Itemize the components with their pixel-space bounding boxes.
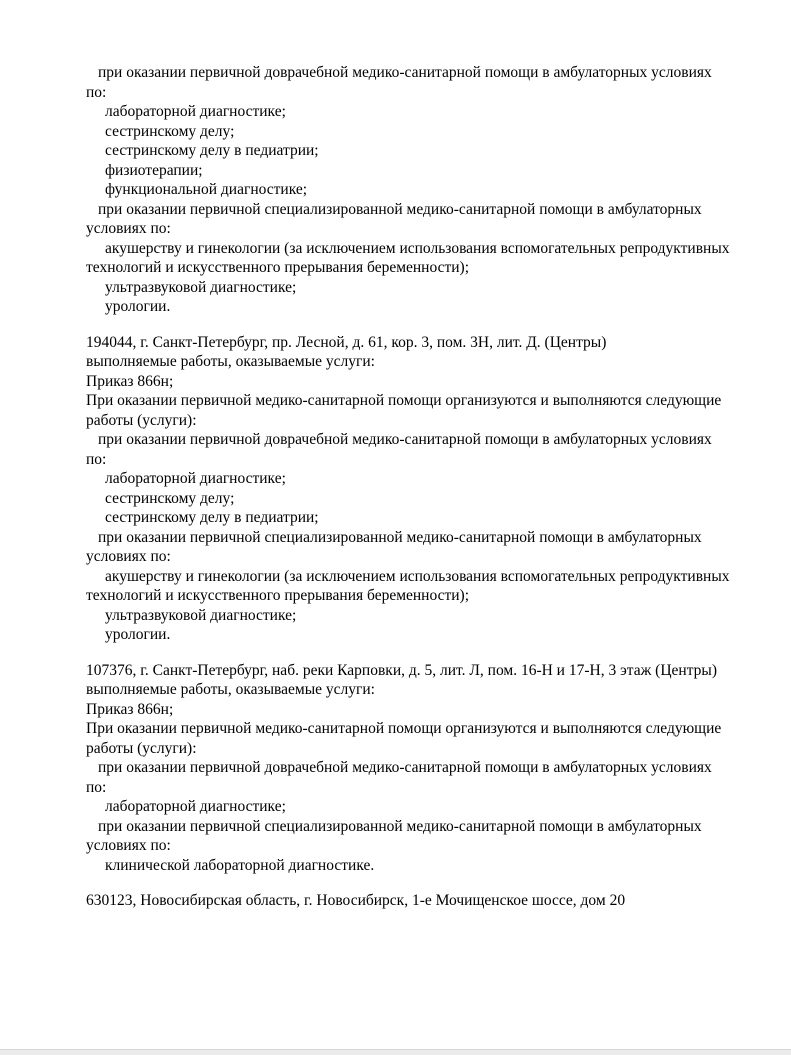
text-line: технологий и искусственного прерывания беременности); [86, 259, 470, 276]
text-line: акушерству и гинекологии (за исключением использования вспомогательных репродуктивных [105, 567, 730, 585]
text-line: урологии. [105, 298, 171, 315]
text-line: 194044, г. Санкт-Петербург, пр. Лесной, д. 61, кор. 3, пом. 3Н, лит. Д. (Центры) [86, 333, 607, 351]
text-line: сестринскому делу; [105, 122, 235, 140]
text-line: при оказании первичной доврачебной медико-санитарной помощи в амбулаторных условиях [98, 431, 712, 448]
text-line: 107376, г. Санкт-Петербург, наб. реки Карповки, д. 5, лит. Л, пом. 16-Н и 17-Н, 3 этаж (Центры) [86, 661, 717, 679]
text-line: клинической лабораторной диагностике. [105, 856, 375, 874]
text-line: лабораторной диагностике; [105, 798, 286, 815]
text-line: работы (услуги): [86, 739, 197, 757]
text-line: сестринскому делу в педиатрии; [105, 509, 319, 526]
text-line: физиотерапии; [105, 161, 203, 179]
text-line: условиях по: [86, 548, 171, 565]
text-line: работы (услуги): [86, 411, 197, 429]
text-line: Приказ 866н; [86, 700, 174, 718]
text-line: 630123, Новосибирская область, г. Новосибирск, 1-е Мочищенское шоссе, дом 20 [86, 892, 626, 909]
text-line: Приказ 866н; [86, 372, 174, 390]
text-line: урологии. [105, 626, 171, 643]
text-line: условиях по: [86, 837, 171, 854]
text-line: ультразвуковой диагностике; [105, 606, 297, 624]
text-line: ультразвуковой диагностике; [105, 278, 297, 296]
text-line: лабораторной диагностике; [105, 470, 286, 487]
text-line: сестринскому делу; [105, 489, 235, 507]
text-line: при оказании первичной специализированной медико-санитарной помощи в амбулаторных [98, 200, 702, 218]
text-line: при оказании первичной доврачебной медико-санитарной помощи в амбулаторных условиях [98, 759, 712, 776]
text-line: по: [86, 83, 107, 101]
text-line: технологий и искусственного прерывания беременности); [86, 587, 470, 604]
text-line: При оказании первичной медико-санитарной помощи организуются и выполняются следующие [86, 392, 722, 409]
text-line: сестринскому делу в педиатрии; [105, 142, 319, 159]
text-line: акушерству и гинекологии (за исключением использования вспомогательных репродуктивных [105, 239, 730, 257]
text-line: по: [86, 450, 107, 468]
text-line: при оказании первичной доврачебной медико-санитарной помощи в амбулаторных условиях [98, 64, 712, 81]
text-line: выполняемые работы, оказываемые услуги: [86, 681, 375, 698]
text-line: при оказании первичной специализированной медико-санитарной помощи в амбулаторных [98, 528, 702, 546]
text-line: При оказании первичной медико-санитарной помощи организуются и выполняются следующие [86, 720, 722, 737]
text-line: выполняемые работы, оказываемые услуги: [86, 353, 375, 370]
address-630123 [86, 891, 749, 911]
text-line: при оказании первичной специализированной медико-санитарной помощи в амбулаторных [98, 817, 702, 835]
text-line: условиях по: [86, 220, 171, 237]
license-works-continuation [86, 63, 749, 317]
address-107376 [86, 661, 749, 876]
address-194044 [86, 333, 749, 645]
text-line: по: [86, 778, 107, 796]
text-line: функциональной диагностике; [105, 181, 308, 198]
horizontal-scrollbar-track[interactable] [0, 1049, 791, 1055]
text-line: лабораторной диагностике; [105, 103, 286, 120]
